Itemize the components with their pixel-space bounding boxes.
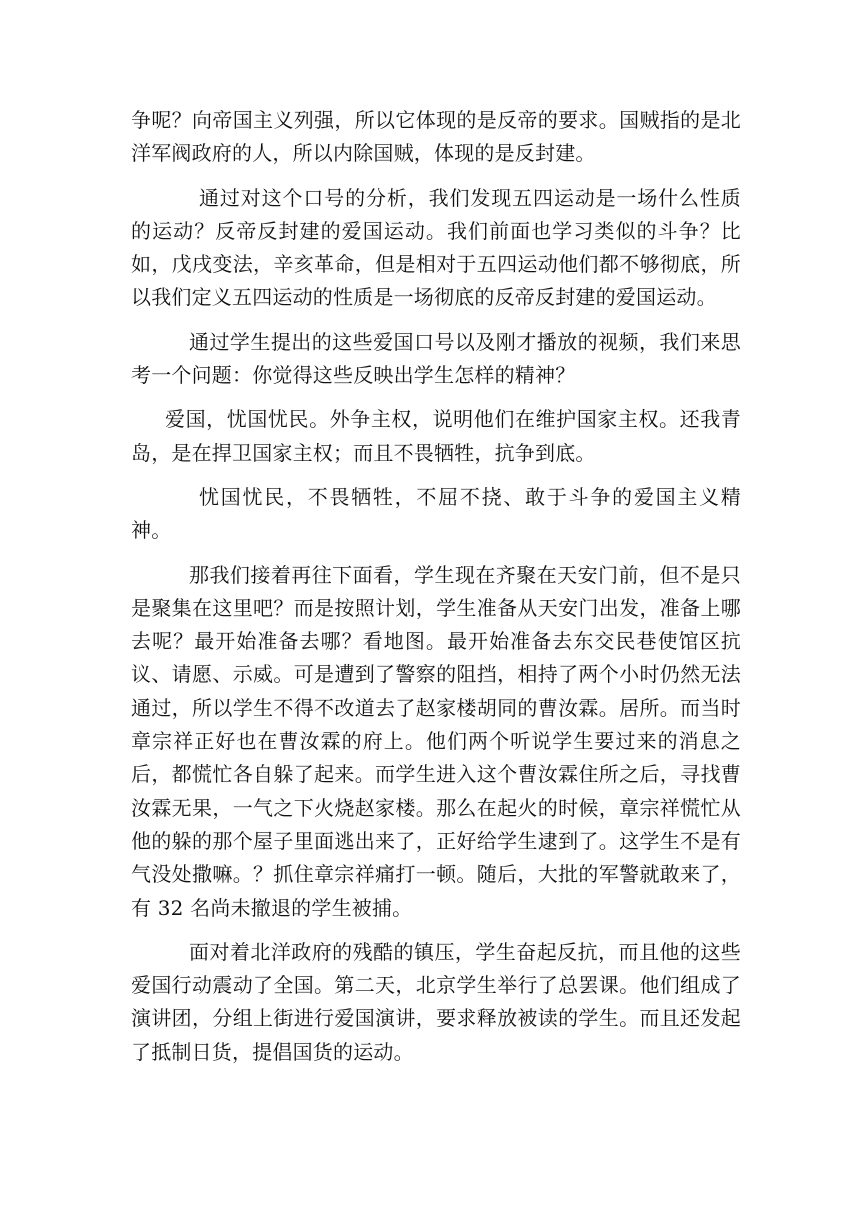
document-body [131, 104, 741, 1069]
paragraph-4: 爱国，忧国忧民。外争主权，说明他们在维护国家主权。还我青岛，是在捍卫国家主权；而且不畏牺牲，抗争到底。 [131, 407, 741, 465]
paragraph-2: 通过对这个口号的分析，我们发现五四运动是一场什么性质的运动？反帝反封建的爱国运动。我们前面也学习类似的斗争？比如，戊戌变法，辛亥革命，但是相对于五四运动他们都不够彻底，所以我们定义五四运动的性质是一场彻底的反帝反封建的爱国运动。 [131, 185, 741, 310]
paragraph-7: 面对着北洋政府的残酷的镇压，学生奋起反抗，而且他的这些爱国行动震动了全国。第二天，北京学生举行了总罢课。他们组成了演讲团，分组上街进行爱国演讲，要求释放被读的学生。而且还发起了抵制日货，提倡国货的运动。 [131, 939, 741, 1064]
paragraph-3: 通过学生提出的这些爱国口号以及刚才播放的视频，我们来思考一个问题：你觉得这些反映出学生怎样的精神？ [131, 329, 741, 388]
paragraph-5: 忧国忧民，不畏牺牲，不屈不挠、敢于斗争的爱国主义精神。 [131, 484, 741, 543]
paragraph-1: 争呢？向帝国主义列强，所以它体现的是反帝的要求。国贼指的是北洋军阀政府的人，所以内除国贼，体现的是反封建。 [131, 108, 741, 166]
paragraph-6: 那我们接着再往下面看，学生现在齐聚在天安门前，但不是只是聚集在这里吧？而是按照计划，学生准备从天安门出发，准备上哪去呢？最开始准备去哪？看地图。最开始准备去东交民巷使馆区抗议、请愿、示威。可是遭到了警察的阻挡，相持了两个小时仍然无法通过，所以学生不得不改道去了赵家楼胡同的曹汝霖。居所。而当时章宗祥正好也在曹汝霖的府上。他们两个听说学生要过来的消息之后，都慌忙各自躲了起来。而学生进入这个曹汝霖住所之后，寻找曹汝霖无果，一气之下火烧赵家楼。那么在起火的时候，章宗祥慌忙从他的躲的那个屋子里面逃出来了，正好给学生逮到了。这学生不是有气没处撒嘛。？抓住章宗祥痛打一顿。随后，大批的军警就敢来了，有 32 名尚未撤退的学生被捕。 [131, 562, 741, 920]
